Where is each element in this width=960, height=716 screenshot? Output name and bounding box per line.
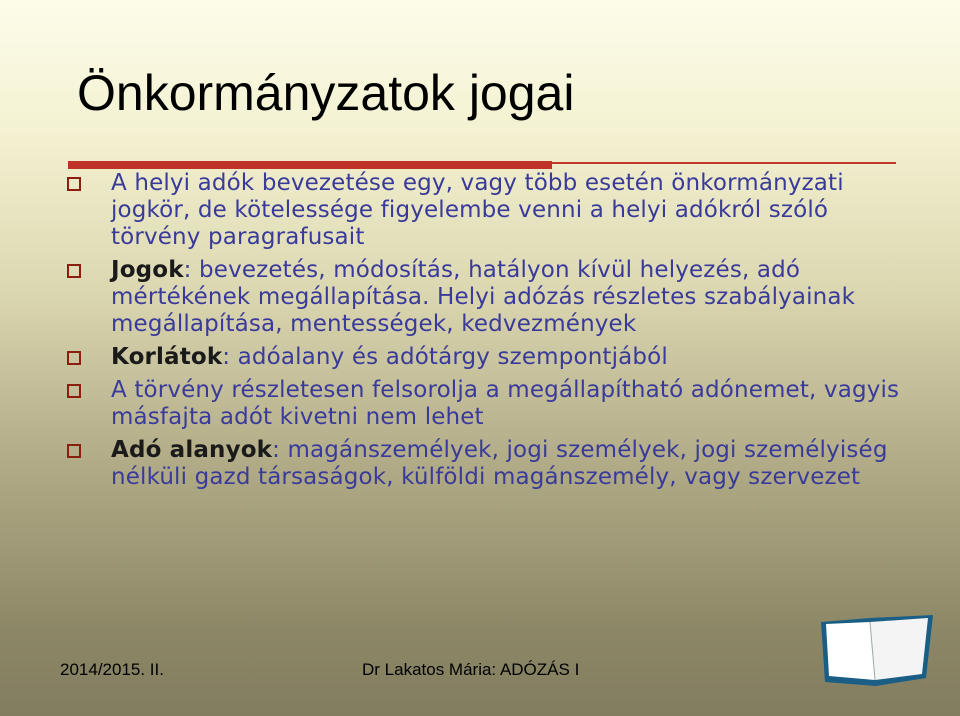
- bullet-body: : adóalany és adótárgy szempontjából: [222, 344, 668, 370]
- square-bullet-icon: [67, 177, 81, 191]
- bullet-body: A törvény részletesen felsorolja a megállapítható adónemet, vagyis másfajta adót kivetni nem lehet: [111, 377, 900, 430]
- open-book-icon: [818, 612, 936, 692]
- bullet-text: [111, 257, 855, 337]
- bullet-text: [111, 344, 668, 370]
- footer-semester: 2014/2015. II.: [60, 660, 164, 679]
- bullet-list: [64, 170, 904, 497]
- bullet-text: [111, 437, 888, 490]
- slide-title: Önkormányzatok jogai: [77, 65, 575, 121]
- bullet-item: [64, 344, 904, 371]
- bullet-text: [111, 377, 899, 430]
- bullet-item: [64, 437, 904, 491]
- square-bullet-icon: [67, 384, 81, 398]
- square-bullet-icon: [67, 264, 81, 278]
- bullet-keyword: Korlátok: [111, 344, 223, 370]
- title-accent-bar: [68, 161, 552, 169]
- bullet-body: A helyi adók bevezetése egy, vagy több esetén önkormányzati jogkör, de kötelessége figyelembe venni a helyi adókról szóló törvény paragrafusait: [111, 170, 844, 250]
- square-bullet-icon: [67, 444, 81, 458]
- bullet-item: [64, 257, 904, 338]
- footer-author-course: Dr Lakatos Mária: ADÓZÁS I: [362, 660, 580, 679]
- bullet-text: [111, 170, 844, 250]
- bullet-body: : bevezetés, módosítás, hatályon kívül helyezés, adó mértékének megállapítása. Helyi adózás részletes szabályainak megállapítása, mentességek, kedvezmények: [111, 257, 856, 337]
- square-bullet-icon: [67, 351, 81, 365]
- bullet-keyword: Adó alanyok: [111, 437, 273, 463]
- bullet-body: : magánszemélyek, jogi személyek, jogi személyiség nélküli gazd társaságok, külföldi magánszemély, vagy szervezet: [111, 437, 888, 490]
- bullet-item: [64, 170, 904, 251]
- bullet-keyword: Jogok: [111, 257, 184, 283]
- bullet-item: [64, 377, 904, 431]
